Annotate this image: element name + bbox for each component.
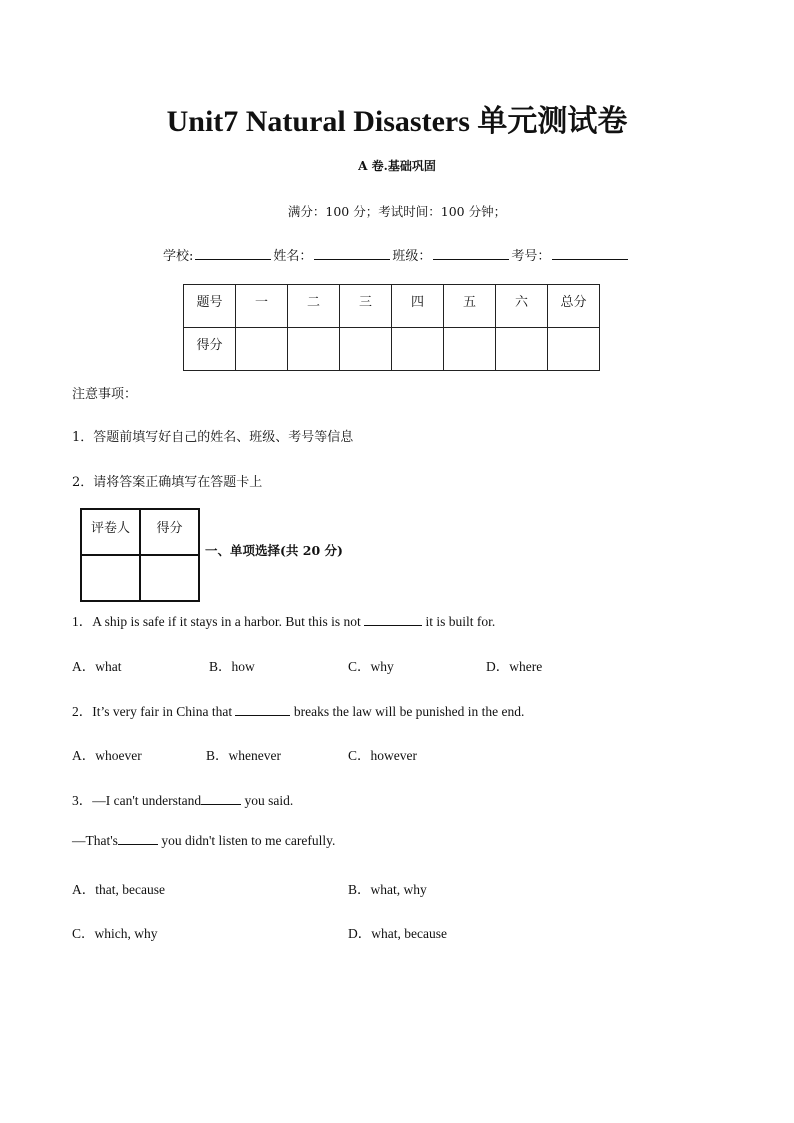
score-cell[interactable] — [288, 328, 340, 371]
grader-score-label: 得分 — [140, 509, 199, 555]
question-1-option-d[interactable]: D．where — [486, 659, 543, 674]
score-cell[interactable] — [548, 328, 600, 371]
question-2-stem-b: breaks the law will be punished in the end. — [293, 704, 525, 719]
score-cell[interactable] — [340, 328, 392, 371]
school-label: 学校: — [163, 249, 194, 264]
exam-number-label: 考号： — [511, 249, 551, 264]
score-cell[interactable] — [496, 328, 548, 371]
question-2-option-b[interactable]: B．whenever — [206, 748, 281, 763]
score-header-cell: 总分 — [548, 285, 600, 328]
question-2-blank[interactable] — [235, 704, 290, 716]
question-3-option-c[interactable]: C．which, why — [72, 926, 158, 941]
class-blank[interactable] — [433, 247, 509, 260]
question-3-line-1-a: 3．—I can't understand — [72, 793, 202, 808]
student-info-line — [163, 245, 630, 264]
question-3-blank-1[interactable] — [201, 793, 241, 805]
question-3-line-1-b: you said. — [244, 793, 294, 808]
question-3-blank-2[interactable] — [118, 833, 158, 845]
score-cell[interactable] — [444, 328, 496, 371]
score-header-cell: 二 — [288, 285, 340, 328]
question-2-stem-a: 2．It’s very fair in China that — [72, 704, 233, 719]
question-3-option-a[interactable]: A．that, because — [72, 882, 165, 897]
question-3-line-2-a: —That's — [72, 833, 118, 848]
score-table-header-row — [184, 285, 600, 328]
question-1-option-a[interactable]: A．what — [72, 659, 122, 674]
grader-label: 评卷人 — [81, 509, 140, 555]
score-header-cell: 一 — [236, 285, 288, 328]
question-3-line-1 — [72, 789, 293, 809]
question-1-option-b[interactable]: B．how — [209, 659, 255, 674]
question-1-blank[interactable] — [364, 614, 422, 626]
question-3-option-d[interactable]: D．what, because — [348, 926, 447, 941]
question-2-option-a[interactable]: A．whoever — [72, 748, 142, 763]
note-item-1: 1．答题前填写好自己的姓名、班级、考号等信息 — [72, 430, 354, 445]
grader-score-cell[interactable] — [140, 555, 199, 601]
class-label: 班级： — [392, 249, 432, 264]
score-time-info: 满分：100 分；考试时间：100 分钟； — [287, 204, 507, 219]
question-2-stem — [72, 700, 524, 720]
question-1-stem-a: 1．A ship is safe if it stays in a harbor. But this is not — [72, 614, 361, 629]
grader-table — [80, 508, 200, 602]
notes-heading: 注意事项： — [72, 387, 138, 402]
question-2-option-c[interactable]: C．however — [348, 748, 417, 763]
score-header-cell: 四 — [392, 285, 444, 328]
score-header-cell: 五 — [444, 285, 496, 328]
section-heading: 一、单项选择(共 20 分) — [205, 543, 343, 558]
score-header-cell: 题号 — [184, 285, 236, 328]
score-table — [183, 284, 600, 371]
score-row-label: 得分 — [184, 328, 236, 371]
question-3-line-2 — [72, 833, 335, 849]
school-blank[interactable] — [195, 247, 271, 260]
score-header-cell: 六 — [496, 285, 548, 328]
name-blank[interactable] — [314, 247, 390, 260]
score-header-cell: 三 — [340, 285, 392, 328]
question-3-line-2-b: you didn't listen to me carefully. — [161, 833, 336, 848]
question-1-stem-b: it is built for. — [425, 614, 496, 629]
question-3-option-b[interactable]: B．what, why — [348, 882, 427, 897]
question-1-option-c[interactable]: C．why — [348, 659, 394, 674]
score-table-score-row — [184, 328, 600, 371]
question-1-stem — [72, 610, 495, 630]
score-cell[interactable] — [392, 328, 444, 371]
exam-number-blank[interactable] — [552, 247, 628, 260]
score-cell[interactable] — [236, 328, 288, 371]
name-label: 姓名： — [273, 249, 313, 264]
grader-cell[interactable] — [81, 555, 140, 601]
note-item-2: 2．请将答案正确填写在答题卡上 — [72, 475, 263, 490]
page-title: Unit7 Natural Disasters 单元测试卷 — [166, 105, 628, 138]
paper-subtitle: A 卷.基础巩固 — [358, 159, 436, 173]
